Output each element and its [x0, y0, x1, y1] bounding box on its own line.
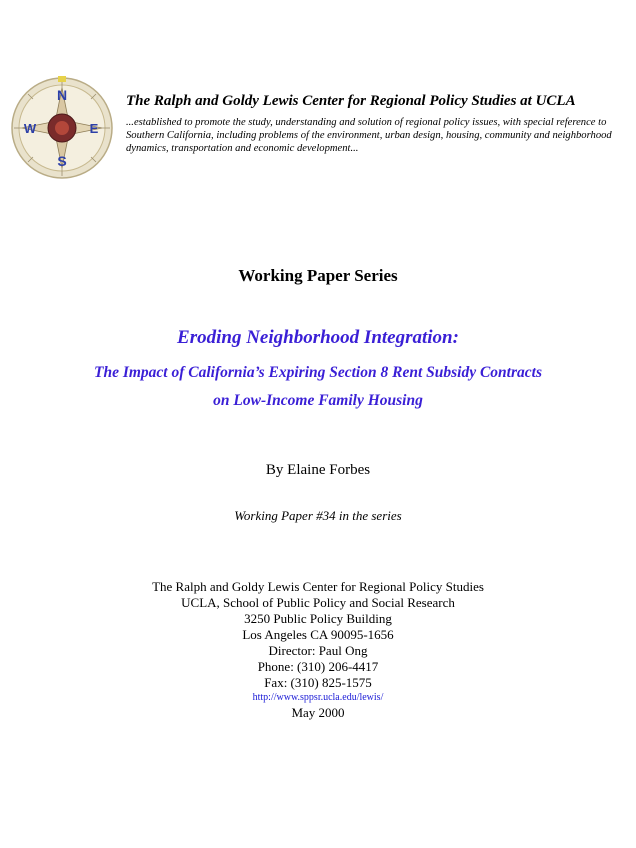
center-name: The Ralph and Goldy Lewis Center for Regional Policy Studies at UCLA: [126, 93, 576, 109]
address-line-3: 3250 Public Policy Building: [244, 611, 392, 626]
working-paper-number: Working Paper #34 in the series: [234, 508, 402, 523]
mission-statement: ...established to promote the study, understanding and solution of regional policy issues, with special reference to Southern California, including problems of the environment, urban design, housing, community and neighborhood dynamics, transportation and economic development...: [126, 117, 612, 154]
paper-subtitle-line-2: on Low-Income Family Housing: [213, 392, 423, 409]
paper-title: Eroding Neighborhood Integration:: [177, 327, 459, 348]
website-link[interactable]: http://www.sppsr.ucla.edu/lewis/: [252, 692, 384, 703]
logo-letter-s: S: [57, 153, 67, 169]
address-block: [0, 579, 636, 721]
header: [10, 70, 630, 180]
director: Director: Paul Ong: [268, 643, 368, 658]
paper-subtitle: [0, 359, 636, 415]
address-line-4: Los Angeles CA 90095-1656: [242, 627, 394, 642]
author: By Elaine Forbes: [265, 462, 371, 478]
compass-logo: [10, 76, 114, 180]
series-title: Working Paper Series: [238, 266, 398, 285]
phone: Phone: (310) 206-4417: [257, 659, 379, 674]
logo-letter-w: W: [23, 121, 37, 136]
address-line-1: The Ralph and Goldy Lewis Center for Regional Policy Studies: [152, 579, 484, 594]
logo-letter-e: E: [89, 121, 99, 136]
paper-subtitle-line-1: The Impact of California’s Expiring Section 8 Rent Subsidy Contracts: [94, 364, 542, 381]
header-text: [126, 92, 626, 155]
fax: Fax: (310) 825-1575: [264, 675, 372, 690]
publication-date: May 2000: [291, 705, 345, 720]
logo-letter-n: N: [56, 87, 68, 103]
address-line-2: UCLA, School of Public Policy and Social Research: [181, 595, 455, 610]
